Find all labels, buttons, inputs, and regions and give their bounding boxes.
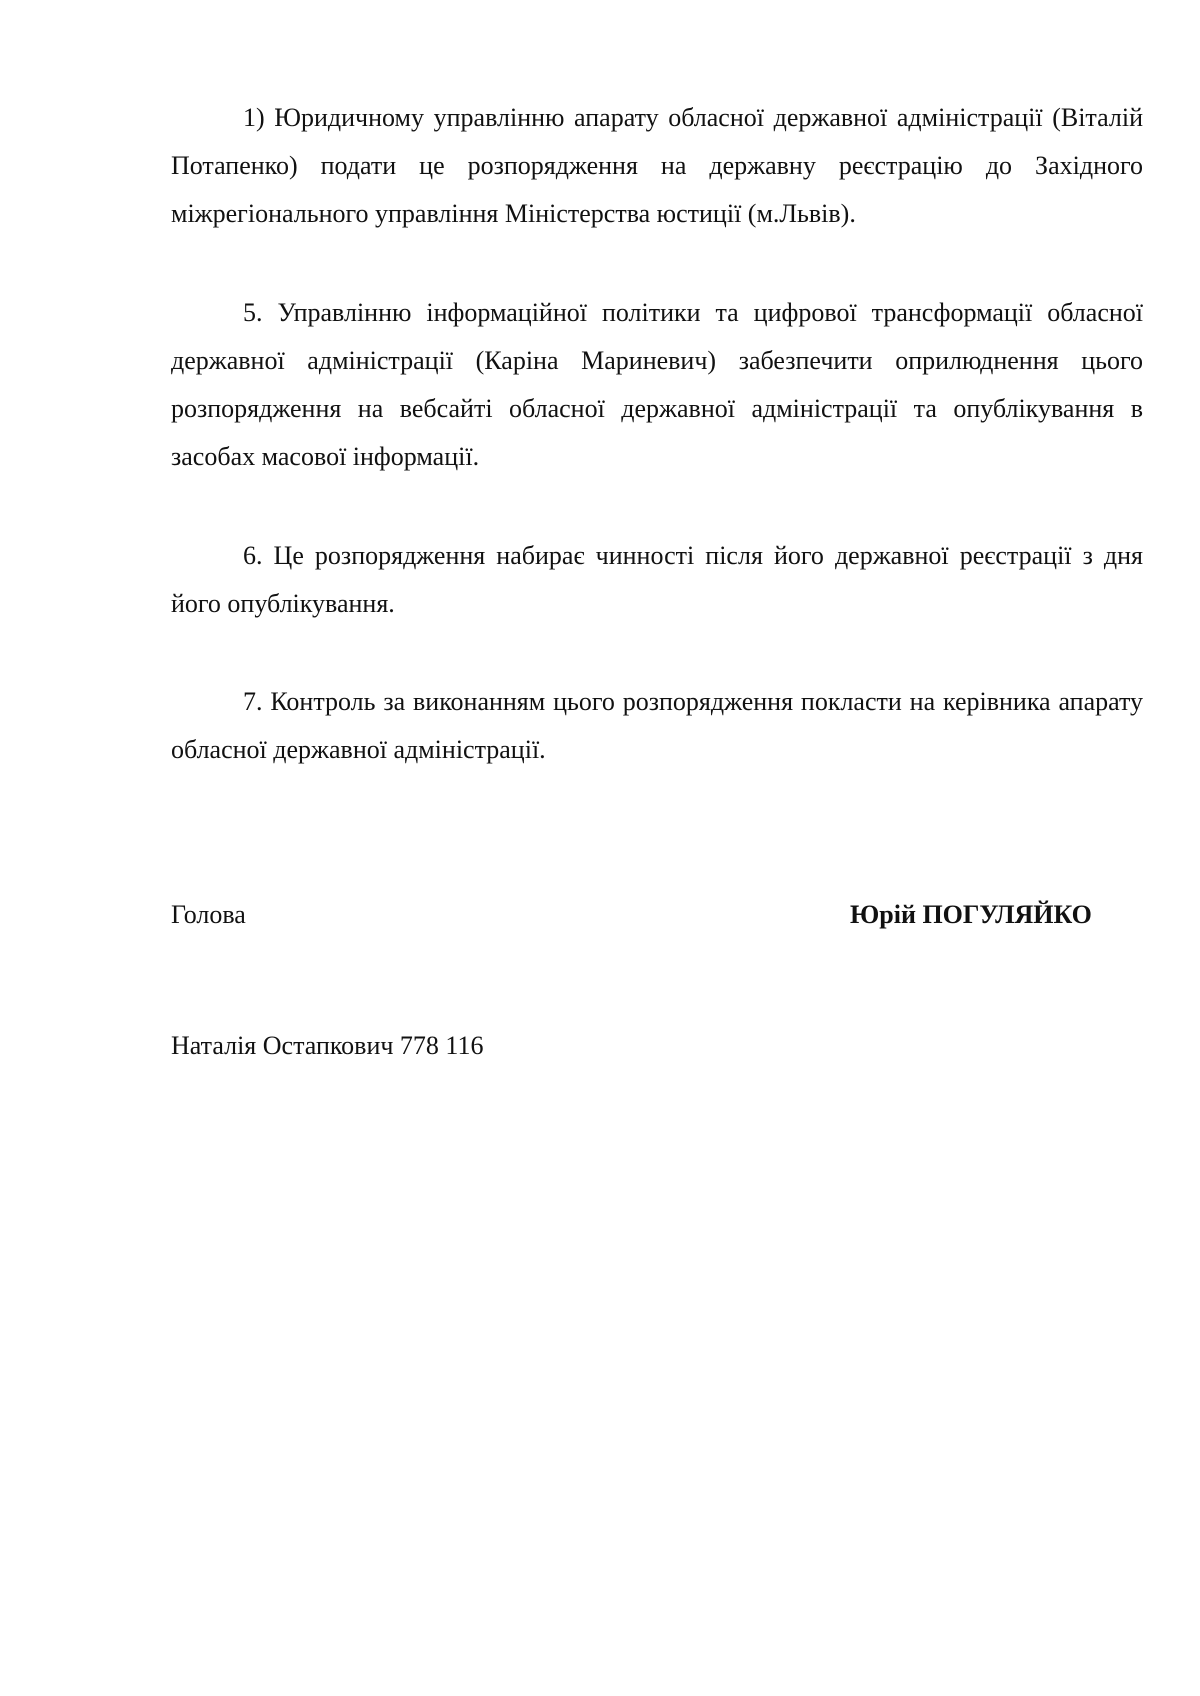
paragraph-item-6: 6. Це розпорядження набирає чинності після його державної реєстрації з дня його опублікування.	[171, 541, 1143, 618]
executor-contact: Наталія Остапкович 778 116	[171, 1031, 484, 1060]
paragraph-item-5: 5. Управлінню інформаційної політики та цифрової трансформації обласної державної адміністрації (Каріна Мариневич) забезпечити оприлюднення цього розпорядження на вебсайті обласної державної адміністрації та опублікування в засобах масової інформації.	[171, 298, 1143, 471]
signature-title: Голова	[171, 900, 246, 929]
signature-name: Юрій ПОГУЛЯЙКО	[850, 900, 1092, 929]
paragraph-item-1: 1) Юридичному управлінню апарату обласної державної адміністрації (Віталій Потапенко) подати це розпорядження на державну реєстрацію до Західного міжрегіонального управління Міністерства юстиції (м.Львів).	[171, 103, 1143, 228]
paragraph-item-7: 7. Контроль за виконанням цього розпорядження покласти на керівника апарату обласної державної адміністрації.	[171, 687, 1143, 764]
